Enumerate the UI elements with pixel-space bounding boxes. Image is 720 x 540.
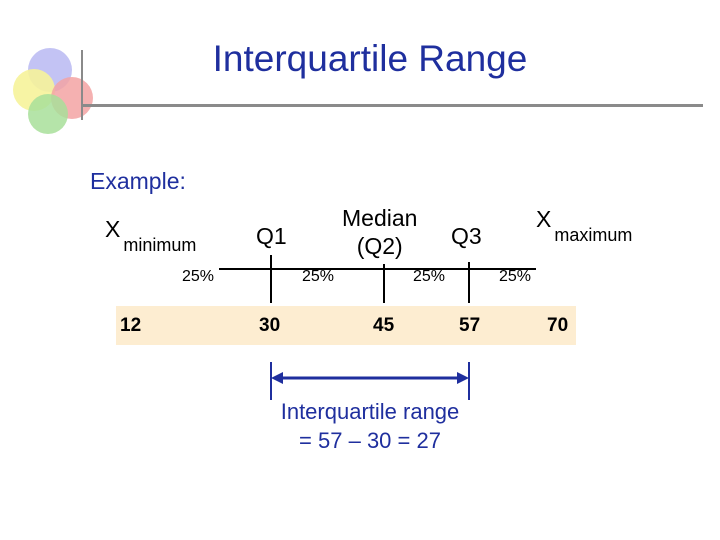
- median-label: [342, 204, 417, 260]
- x-minimum-subscript: minimum: [123, 235, 197, 255]
- percent-label-4: 25%: [499, 268, 532, 285]
- median-label-line1: Median: [342, 205, 418, 231]
- value-bar: [116, 306, 576, 345]
- iqr-line2: = 57 – 30 = 27: [299, 428, 441, 453]
- median-label-line2: (Q2): [356, 233, 403, 259]
- iqr-arrowhead-left: [271, 372, 283, 384]
- q3-label: Q3: [451, 223, 482, 249]
- iqr-line1: Interquartile range: [280, 399, 460, 424]
- x-minimum-symbol: X: [105, 216, 121, 242]
- value-q3: 57: [459, 315, 481, 336]
- value-maximum: 70: [547, 315, 569, 336]
- value-q1: 30: [259, 315, 281, 336]
- percent-label-3: 25%: [413, 268, 446, 285]
- value-minimum: 12: [120, 315, 142, 336]
- title-underline-rule: [81, 104, 703, 107]
- iqr-arrowhead-right: [457, 372, 469, 384]
- percent-label-2: 25%: [302, 268, 335, 285]
- example-label: Example:: [90, 168, 186, 194]
- q1-label: Q1: [256, 223, 287, 249]
- x-maximum-symbol: X: [536, 206, 552, 232]
- x-minimum-label: [105, 216, 197, 255]
- percent-label-1: 25%: [182, 268, 215, 285]
- x-maximum-label: [536, 206, 633, 245]
- x-maximum-subscript: maximum: [554, 225, 633, 245]
- slide-title: Interquartile Range: [212, 38, 528, 79]
- iqr-annotation: [250, 397, 490, 455]
- value-median: 45: [373, 315, 395, 336]
